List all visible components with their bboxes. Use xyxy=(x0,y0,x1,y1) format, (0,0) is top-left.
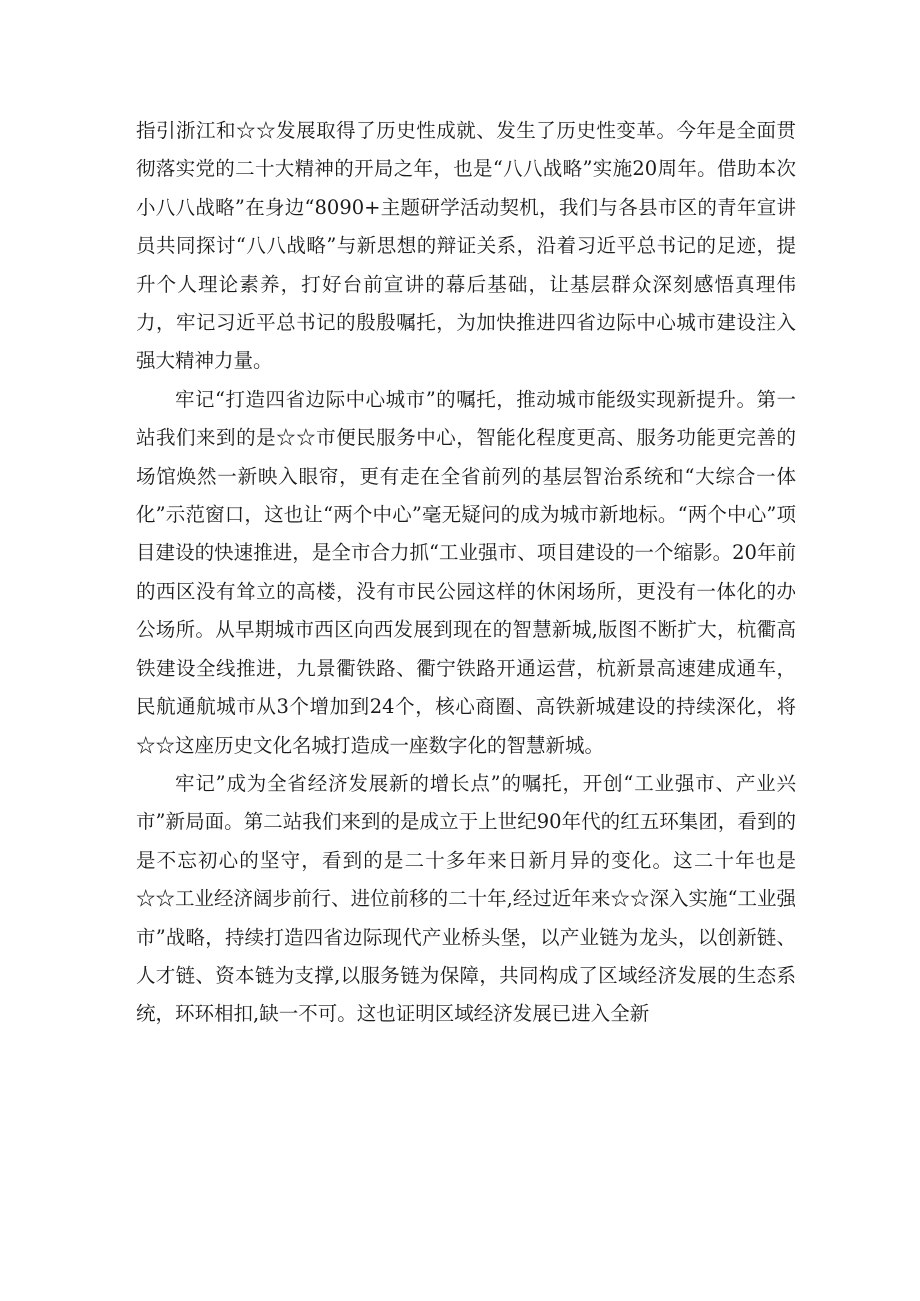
paragraph-1: 指引浙江和☆☆发展取得了历史性成就、发生了历史性变革。今年是全面贯彻落实党的二十大精神的开局之年，也是“八八战略”实施20周年。借助本次小八八战略”在身边“8090+主题研学活动契机，我们与各县市区的青年宣讲员共同探讨“八八战略”与新思想的辩证关系，沿着习近平总书记的足迹，提升个人理论素养，打好台前宣讲的幕后基础，让基层群众深刻感悟真理伟力，牢记习近平总书记的殷殷嘱托，为加快推进四省边际中心城市建设注入强大精神力量。 xyxy=(136,119,796,373)
document-body xyxy=(136,112,796,1034)
paragraph-2: 牢记“打造四省边际中心城市”的嘱托，推动城市能级实现新提升。第一站我们来到的是☆☆市便民服务中心，智能化程度更高、服务功能更完善的场馆焕然一新映入眼帘，更有走在全省前列的基层智治系统和“大综合一体化”示范窗口，这也让“两个中心”毫无疑问的成为城市新地标。“两个中心”项目建设的快速推进，是全市合力抓“工业强市、项目建设的一个缩影。20年前的西区没有耸立的高楼，没有市民公园这样的休闲场所，更没有一体化的办公场所。从早期城市西区向西发展到现在的智慧新城,版图不断扩大，杭衢高铁建设全线推进，九景衢铁路、衢宁铁路开通运营，杭新景高速建成通车，民航通航城市从3个增加到24个，核心商圈、高铁新城建设的持续深化，将☆☆这座历史文化名城打造成一座数字化的智慧新城。 xyxy=(136,387,796,757)
paragraph-3: 牢记”成为全省经济发展新的增长点”的嘱托，开创“工业强市、产业兴市”新局面。第二站我们来到的是成立于上世纪90年代的红五环集团，看到的是不忘初心的坚守，看到的是二十多年来日新月异的变化。这二十年也是☆☆工业经济阔步前行、进位前移的二十年,经过近年来☆☆深入实施“工业强市”战略，持续打造四省边际现代产业桥头堡，以产业链为龙头，以创新链、人才链、资本链为支撑,以服务链为保障，共同构成了区域经济发展的生态系统，环环相扣,缺一不可。这也证明区域经济发展已进入全新 xyxy=(136,771,796,1026)
